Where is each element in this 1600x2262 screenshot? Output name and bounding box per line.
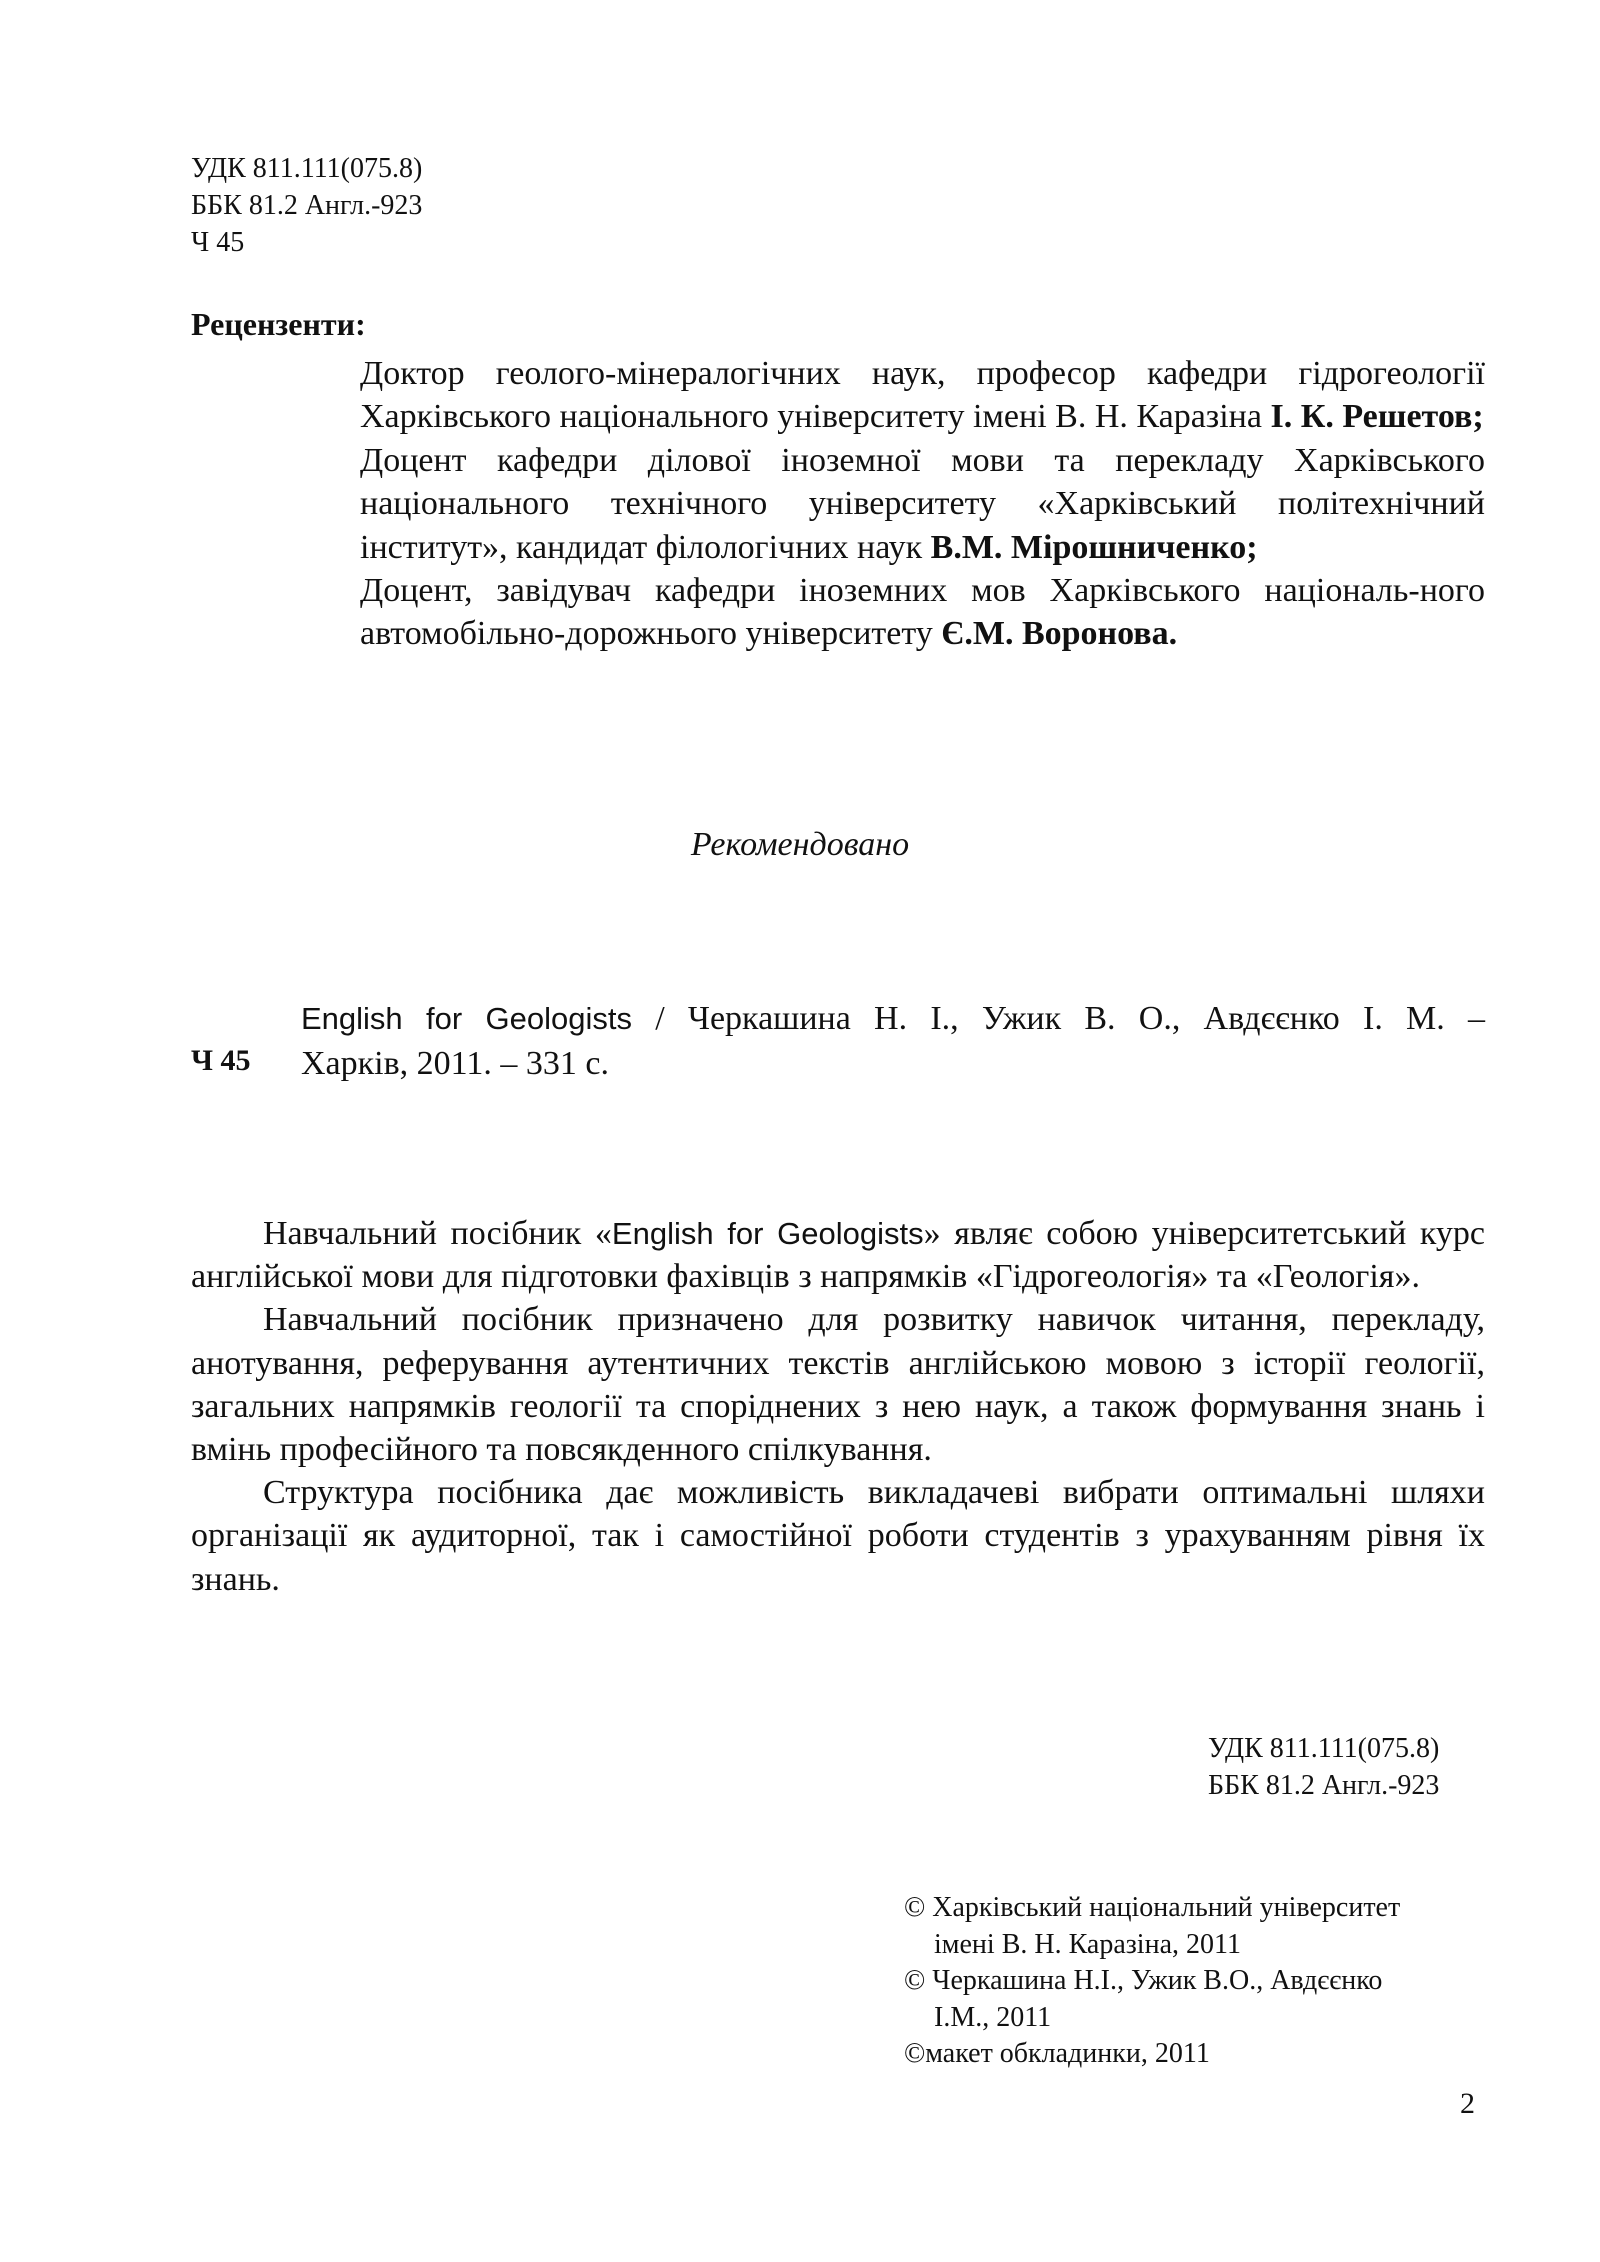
- annotation-text: » являє собою університетський курс англійської мови для підготовки фахівців з напрямків «Гідрогеологія» та «Геологія».: [191, 1215, 1485, 1296]
- author-mark: Ч 45: [191, 227, 245, 258]
- copyright-block: [904, 1890, 1494, 2073]
- copyright-line: І.М., 2011: [934, 2001, 1052, 2033]
- bibliographic-record: [301, 996, 1485, 1086]
- annotation-book-title: English for Geologists: [611, 1216, 924, 1251]
- classification-header: [191, 150, 422, 261]
- udk-code: УДК 811.111(075.8): [1208, 1733, 1440, 1764]
- copyright-line: ©макет обкладинки, 2011: [904, 2038, 1210, 2070]
- page-number: 2: [1460, 2087, 1475, 2120]
- reviewer-description: Доктор геолого-мінералогічних наук, професор кафедри гідрогеології Харківського національного університету імені В. Н. Каразіна: [360, 355, 1485, 436]
- reviewer-name: Є.М. Воронова.: [941, 615, 1178, 653]
- annotation-paragraph: Навчальний посібник призначено для розвитку навичок читання, перекладу, анотування, реферування аутентичних текстів англійською мовою з історії геології, загальних напрямків геології та споріднених з нею наук, а також формування знань і вмінь професійного та повсякденного спілкування.: [191, 1301, 1485, 1469]
- bibliography-authors: / Черкашина Н. І., Ужик В. О., Авдєєнко І. М. –: [631, 1000, 1485, 1037]
- udk-code: УДК 811.111(075.8): [191, 153, 423, 184]
- reviewer-description: Доцент кафедри ділової іноземної мови та перекладу Харківського національного технічного університету «Харківський політехнічний інститут», кандидат філологічних наук: [360, 441, 1485, 566]
- classification-footer: [1208, 1730, 1439, 1804]
- bibliography-line-1: [301, 996, 1485, 1041]
- reviewer-entry: [360, 569, 1485, 656]
- bbk-code: ББК 81.2 Англ.-923: [1208, 1770, 1440, 1801]
- annotation: [191, 1212, 1485, 1601]
- reviewers-list: [360, 352, 1485, 656]
- reviewer-description: Доцент, завідувач кафедри іноземних мов Харківського національ-ного автомобільно-дорожнього університету: [360, 572, 1485, 653]
- annotation-paragraph: [191, 1212, 1485, 1298]
- bibliography-line-2: Харків, 2011. – 331 с.: [301, 1045, 609, 1082]
- annotation-text: Навчальний посібник «: [263, 1215, 612, 1252]
- copyright-line: імені В. Н. Каразіна, 2011: [934, 1928, 1241, 1960]
- bibliography-author-mark: Ч 45: [191, 1044, 251, 1077]
- reviewers-heading: Рецензенти:: [191, 306, 366, 342]
- copyright-line: © Харківський національний університет: [904, 1892, 1401, 1923]
- annotation-paragraph: Структура посібника дає можливість викладачеві вибрати оптимальні шляхи організації як аудиторної, так і самостійної роботи студентів з урахуванням рівня їх знань.: [191, 1474, 1485, 1598]
- reviewer-name: І. К. Решетов;: [1270, 398, 1484, 436]
- recommended-label: Рекомендовано: [690, 826, 910, 863]
- reviewer-entry: [360, 352, 1485, 439]
- copyright-line: © Черкашина Н.І., Ужик В.О., Авдєєнко: [904, 1965, 1383, 1997]
- book-title: English for Geologists: [301, 1001, 632, 1036]
- reviewer-entry: [360, 439, 1485, 569]
- reviewer-name: В.М. Мірошниченко;: [930, 528, 1258, 566]
- bbk-code: ББК 81.2 Англ.-923: [191, 190, 423, 221]
